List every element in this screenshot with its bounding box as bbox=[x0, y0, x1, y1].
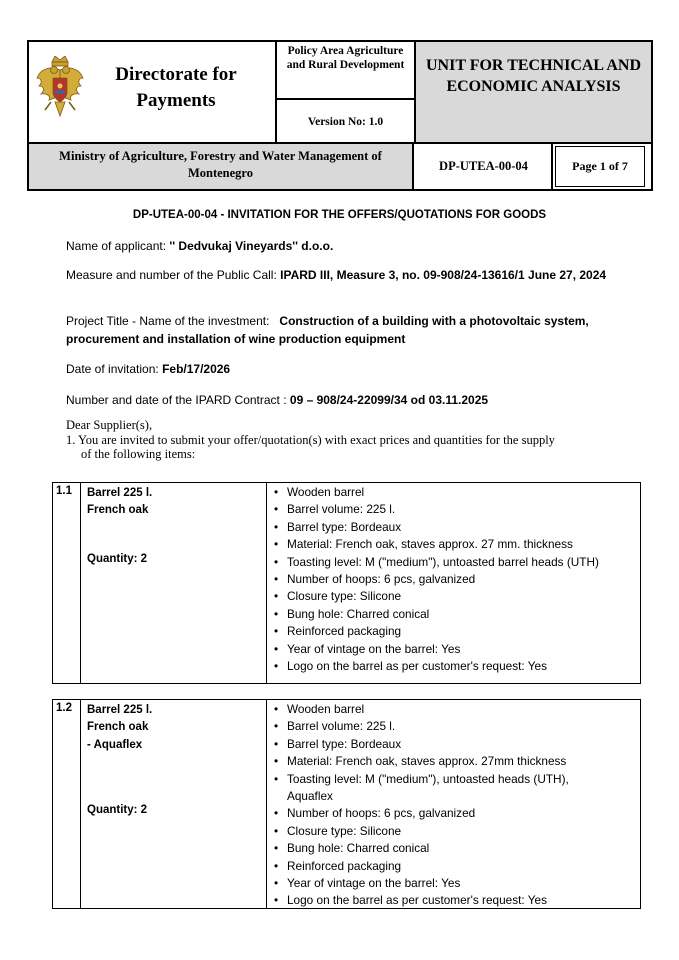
unit-title: UNIT FOR TECHNICAL AND ECONOMIC ANALYSIS bbox=[416, 42, 651, 142]
header-row-bottom bbox=[29, 144, 651, 189]
list-item: • Barrel type: Bordeaux bbox=[274, 736, 402, 751]
list-item: • Material: French oak, staves approx. 27 mm. thickness bbox=[274, 537, 573, 552]
item-name-line: Barrel 225 l. bbox=[87, 704, 153, 716]
contract-value: 09 – 908/24-22099/34 od 03.11.2025 bbox=[289, 393, 489, 407]
list-item: • Logo on the barrel as per customer's request: Yes bbox=[274, 659, 547, 674]
date-label: Date of invitation: bbox=[66, 362, 163, 376]
list-item: • Toasting level: M ("medium"), untoasted barrel heads (UTH) bbox=[274, 554, 599, 569]
applicant-value: '' Dedvukaj Vineyards'' d.o.o. bbox=[169, 239, 334, 253]
item-spec-list bbox=[267, 700, 637, 910]
item-number: 1.1 bbox=[53, 483, 81, 683]
applicant-label: Name of applicant: bbox=[66, 239, 170, 253]
list-item: • Closure type: Silicone bbox=[274, 589, 402, 604]
item-name-cell bbox=[81, 700, 267, 908]
instruction-line-2: of the following items: bbox=[81, 447, 196, 461]
measure-value: IPARD III, Measure 3, no. 09-908/24-13616/1 June 27, 2024 bbox=[280, 268, 607, 282]
list-item: • Number of hoops: 6 pcs, galvanized bbox=[274, 806, 476, 821]
list-item: • Reinforced packaging bbox=[274, 624, 402, 639]
item-name-line: French oak bbox=[87, 721, 149, 734]
ministry-name: Ministry of Agriculture, Forestry and Water Management of Montenegro bbox=[29, 144, 414, 189]
date-value: Feb/17/2026 bbox=[162, 362, 231, 376]
policy-area: Policy Area Agriculture and Rural Development bbox=[277, 42, 414, 100]
project-label: Project Title - Name of the investment: bbox=[66, 314, 280, 328]
item-name-line: French oak bbox=[87, 504, 149, 517]
montenegro-coat-of-arms-icon bbox=[35, 56, 85, 126]
list-item: • Closure type: Silicone bbox=[274, 823, 402, 838]
item-name-line: - Aquaflex bbox=[87, 738, 143, 751]
list-item: • Barrel volume: 225 l. bbox=[274, 502, 396, 517]
list-item: • Year of vintage on the barrel: Yes bbox=[274, 876, 461, 891]
list-item: • Year of vintage on the barrel: Yes bbox=[274, 641, 461, 656]
directorate-title: Directorate for Payments bbox=[115, 64, 237, 111]
item-name-line: Barrel 225 l. bbox=[87, 487, 153, 499]
version-number: Version No: 1.0 bbox=[307, 116, 384, 128]
list-item: • Wooden barrel bbox=[274, 702, 365, 716]
document-header bbox=[27, 40, 653, 191]
header-policy-cell bbox=[277, 42, 416, 142]
applicant-line bbox=[66, 237, 626, 255]
project-line bbox=[66, 312, 626, 348]
greeting-block bbox=[66, 418, 636, 462]
contract-label: Number and date of the IPARD Contract : bbox=[66, 393, 290, 407]
item-quantity: Quantity: 2 bbox=[87, 804, 148, 816]
date-line bbox=[66, 360, 626, 378]
list-item: • Bung hole: Charred conical bbox=[274, 841, 430, 856]
header-row-top bbox=[29, 42, 651, 144]
instruction-line-1: 1. You are invited to submit your offer/quotation(s) with exact prices and quantities for the supply bbox=[66, 432, 555, 447]
list-item: • Barrel volume: 225 l. bbox=[274, 719, 396, 734]
list-item: • Logo on the barrel as per customer's request: Yes bbox=[274, 893, 547, 908]
list-item: • Wooden barrel bbox=[274, 485, 365, 499]
item-number: 1.2 bbox=[53, 700, 81, 908]
list-item: • Toasting level: M ("medium"), untoasted heads (UTH), Aquaflex bbox=[274, 771, 569, 804]
header-logo-cell bbox=[29, 42, 277, 142]
list-item: • Barrel type: Bordeaux bbox=[274, 519, 402, 534]
item-table bbox=[52, 482, 641, 684]
list-item: • Number of hoops: 6 pcs, galvanized bbox=[274, 572, 476, 587]
page-number-cell bbox=[553, 144, 651, 189]
item-table bbox=[52, 699, 641, 909]
document-title: DP-UTEA-00-04 - INVITATION FOR THE OFFERS/QUOTATIONS FOR GOODS bbox=[132, 209, 547, 221]
measure-label: Measure and number of the Public Call: bbox=[66, 268, 281, 282]
greeting: Dear Supplier(s), bbox=[66, 418, 153, 432]
item-name-cell bbox=[81, 483, 267, 683]
item-quantity: Quantity: 2 bbox=[87, 553, 148, 565]
project-value: Construction of a building with a photovoltaic system, procurement and installation of wine production equipment bbox=[66, 314, 589, 346]
list-item: • Bung hole: Charred conical bbox=[274, 606, 430, 621]
item-spec-list bbox=[267, 483, 637, 675]
measure-line bbox=[66, 266, 626, 284]
list-item: • Reinforced packaging bbox=[274, 858, 402, 873]
document-code: DP-UTEA-00-04 bbox=[416, 144, 553, 189]
page-number: Page 1 of 7 bbox=[555, 146, 645, 187]
contract-line bbox=[66, 391, 626, 409]
list-item: • Material: French oak, staves approx. 27mm thickness bbox=[274, 754, 567, 769]
